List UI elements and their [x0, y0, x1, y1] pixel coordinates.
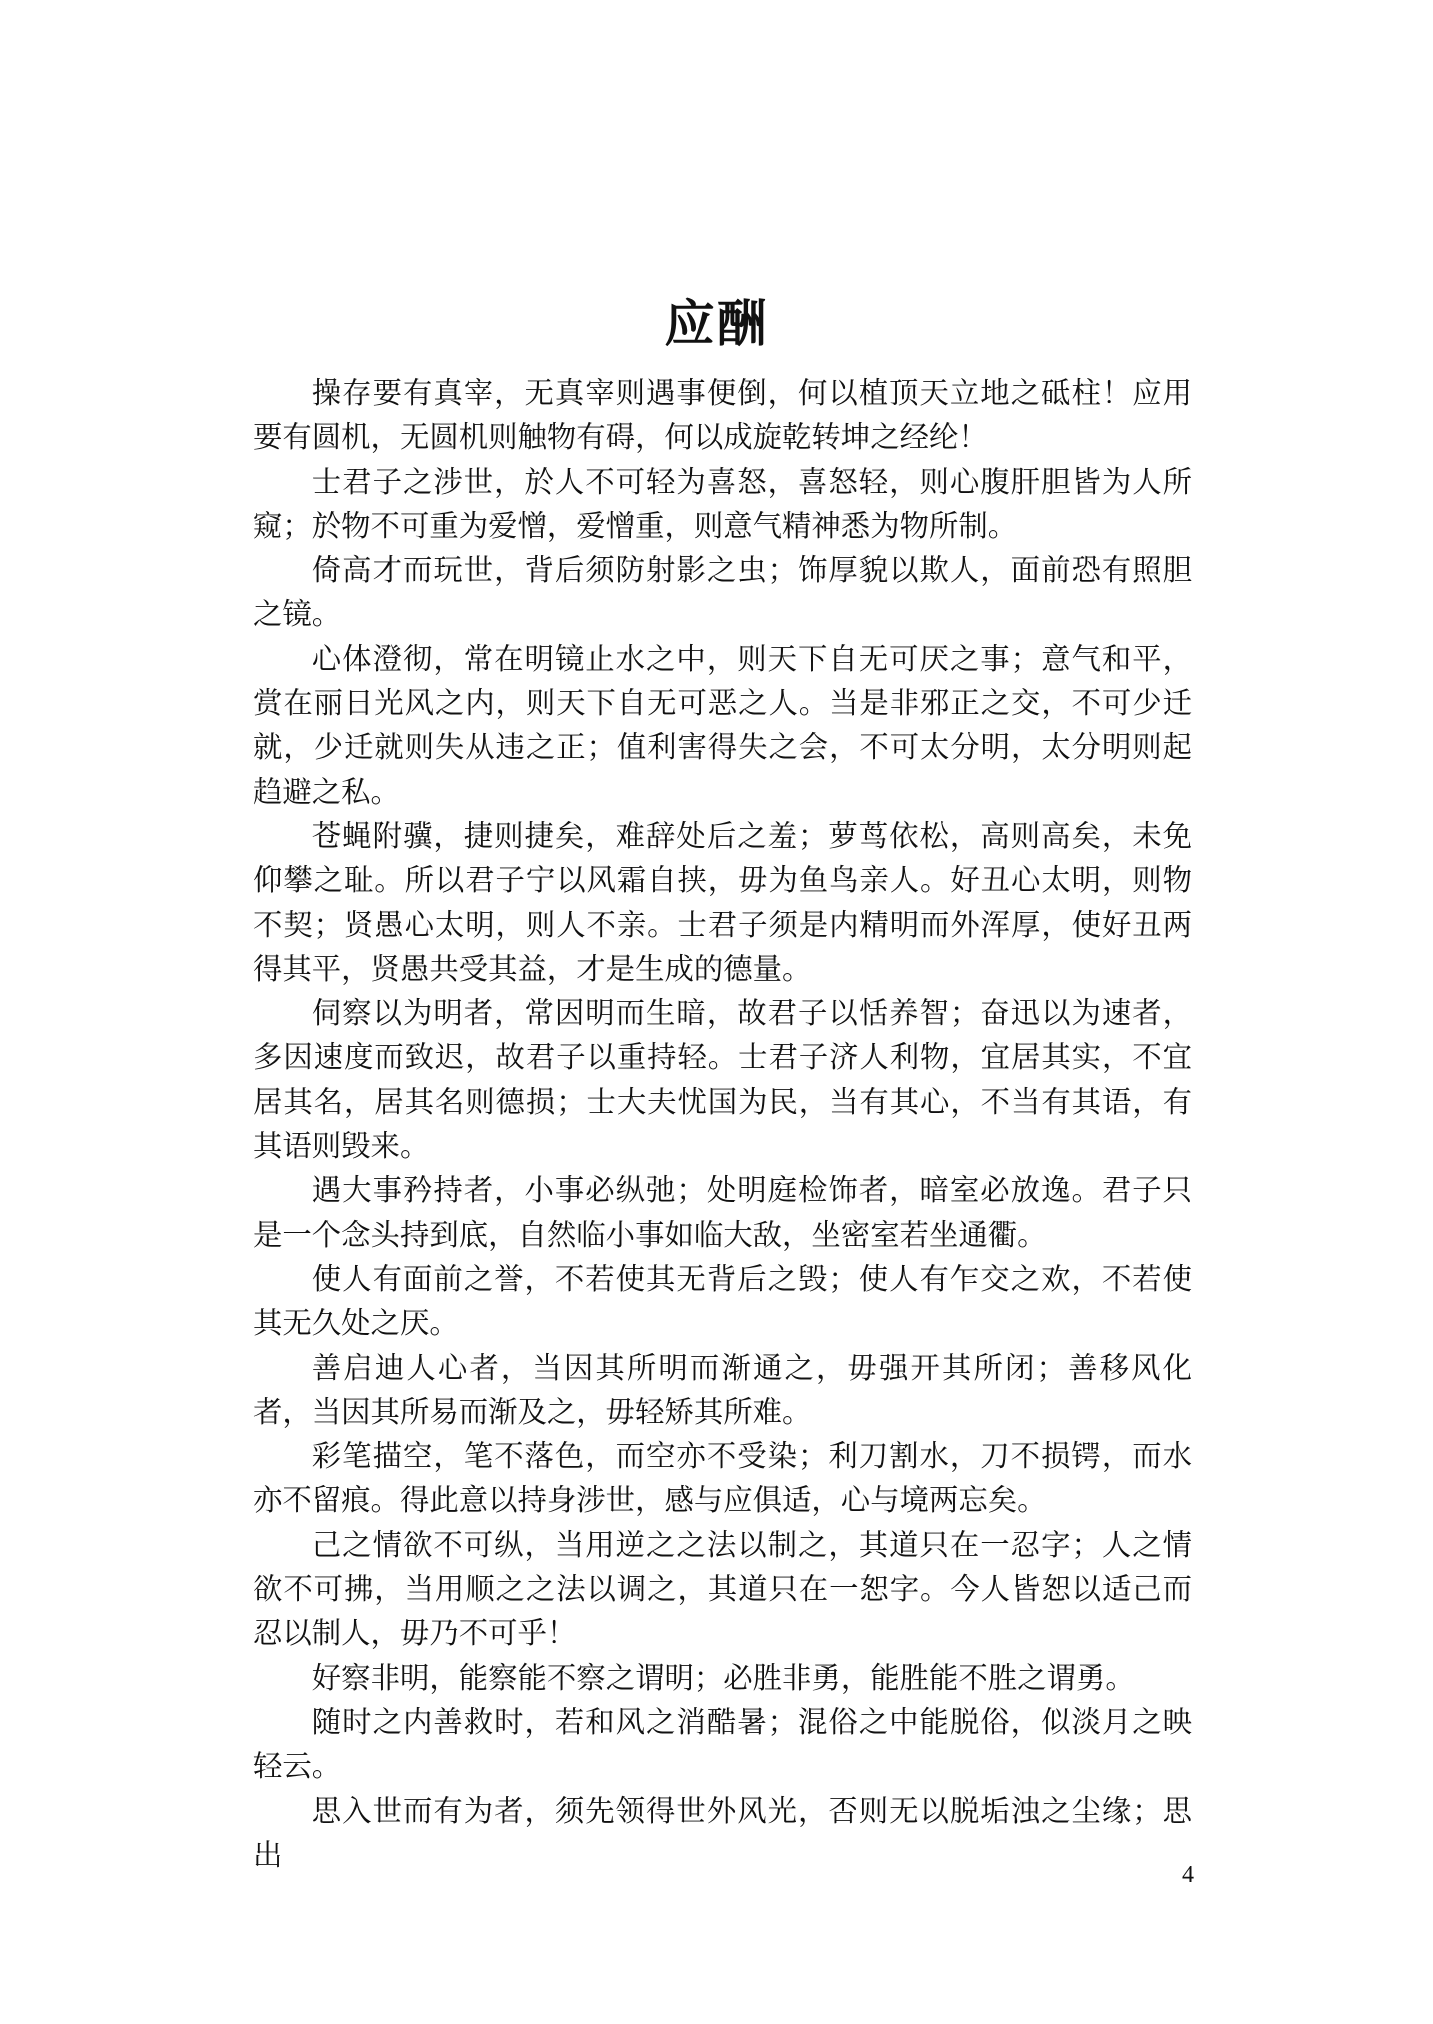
paragraph: 士君子之涉世，於人不可轻为喜怒，喜怒轻，则心腹肝胆皆为人所窥；於物不可重为爱憎，爱憎重，则意气精神悉为物所制。	[253, 464, 1192, 543]
paragraph: 使人有面前之誉，不若使其无背后之毁；使人有乍交之欢，不若使其无久处之厌。	[253, 1261, 1192, 1341]
paragraph: 心体澄彻，常在明镜止水之中，则天下自无可厌之事；意气和平，赏在丽日光风之内，则天下自无可恶之人。当是非邪正之交，不可少迁就，少迁就则失从违之正；值利害得失之会，不可太分明，太分明则起趋避之私。	[253, 641, 1192, 809]
page-number: 4	[1182, 1862, 1194, 1888]
paragraph: 苍蝇附骥，捷则捷矣，难辞处后之羞；萝茑依松，高则高矣，未免仰攀之耻。所以君子宁以风霜自挟，毋为鱼鸟亲人。好丑心太明，则物不契；贤愚心太明，则人不亲。士君子须是内精明而外浑厚，使好丑两得其平，贤愚共受其益，才是生成的德量。	[253, 818, 1192, 986]
paragraph: 思入世而有为者，须先领得世外风光，否则无以脱垢浊之尘缘；思出	[253, 1793, 1192, 1872]
paragraph: 彩笔描空，笔不落色，而空亦不受染；利刀割水，刀不损锷，而水亦不留痕。得此意以持身涉世，感与应俱适，心与境两忘矣。	[253, 1439, 1192, 1518]
paragraph: 好察非明，能察能不察之谓明；必胜非勇，能胜能不胜之谓勇。	[311, 1660, 1135, 1695]
paragraph: 倚高才而玩世，背后须防射影之虫；饰厚貌以欺人，面前恐有照胆之镜。	[253, 553, 1192, 632]
body-text	[253, 371, 1192, 1877]
paragraph: 己之情欲不可纵，当用逆之之法以制之，其道只在一忍字；人之情欲不可拂，当用顺之之法以调之，其道只在一恕字。今人皆恕以适己而忍以制人，毋乃不可乎！	[253, 1527, 1192, 1651]
paragraph: 随时之内善救时，若和风之消酷暑；混俗之中能脱俗，似淡月之映轻云。	[253, 1704, 1192, 1784]
paragraph: 操存要有真宰，无真宰则遇事便倒，何以植顶天立地之砥柱！应用要有圆机，无圆机则触物有碍，何以成旋乾转坤之经纶！	[253, 376, 1192, 455]
paragraph: 遇大事矜持者，小事必纵弛；处明庭检饰者，暗室必放逸。君子只是一个念头持到底，自然临小事如临大敌，坐密室若坐通衢。	[253, 1173, 1192, 1252]
page-title: 应酬	[664, 294, 769, 353]
paragraph: 伺察以为明者，常因明而生暗，故君子以恬养智；奋迅以为速者，多因速度而致迟，故君子以重持轻。士君子济人利物，宜居其实，不宜居其名，居其名则德损；士大夫忧国为民，当有其心，不当有其语，有其语则毁来。	[253, 996, 1192, 1164]
paragraph: 善启迪人心者，当因其所明而渐通之，毋强开其所闭；善移风化者，当因其所易而渐及之，毋轻矫其所难。	[253, 1350, 1192, 1429]
